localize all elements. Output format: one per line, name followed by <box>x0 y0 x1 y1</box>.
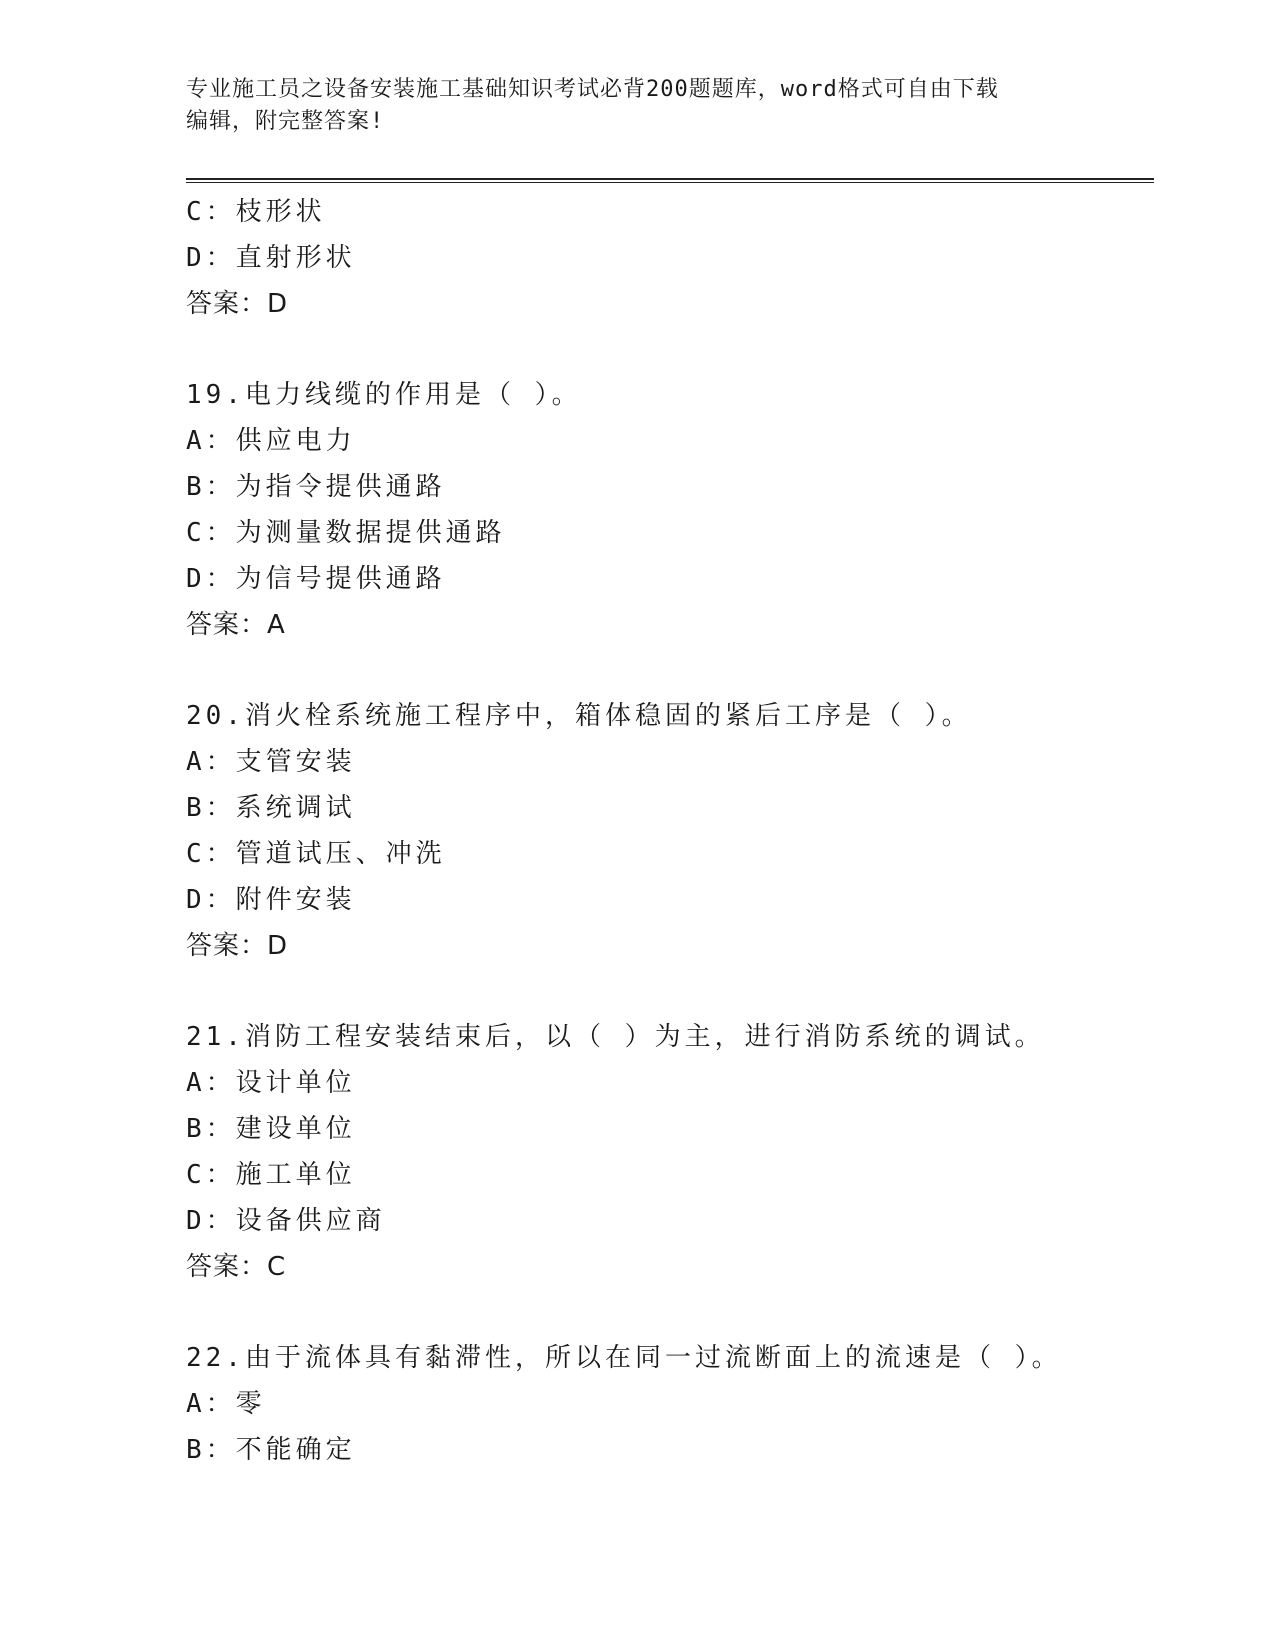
question-stem: 19.电力线缆的作用是（ ）。 <box>186 380 582 410</box>
answer-line: 答案：D <box>186 931 289 961</box>
option-a: A：设计单位 <box>186 1068 356 1098</box>
question-list <box>186 189 1154 1473</box>
document-title <box>186 74 1086 138</box>
option-b: B：建设单位 <box>186 1114 356 1144</box>
option-d: D：直射形状 <box>186 243 356 273</box>
option-c: C：管道试压、冲洗 <box>186 839 446 869</box>
option-a: A：支管安装 <box>186 747 356 777</box>
option-d: D：为信号提供通路 <box>186 564 446 594</box>
question-stem: 20.消火栓系统施工程序中，箱体稳固的紧后工序是（ ）。 <box>186 701 972 731</box>
option-b: B：为指令提供通路 <box>186 472 446 502</box>
option-c: C：枝形状 <box>186 197 326 227</box>
option-d: D：设备供应商 <box>186 1206 386 1236</box>
question-21 <box>186 1014 1154 1290</box>
title-line-2: 编辑，附完整答案! <box>186 109 385 134</box>
option-a: A：供应电力 <box>186 426 356 456</box>
answer-line: 答案：D <box>186 289 289 319</box>
question-18-continued <box>186 189 1154 327</box>
question-20 <box>186 693 1154 969</box>
question-stem: 21.消防工程安装结束后，以（ ）为主，进行消防系统的调试。 <box>186 1022 1045 1052</box>
option-a: A：零 <box>186 1389 266 1419</box>
question-19 <box>186 372 1154 648</box>
header-divider <box>186 178 1154 183</box>
option-d: D：附件安装 <box>186 885 356 915</box>
question-stem: 22.由于流体具有黏滞性，所以在同一过流断面上的流速是（ ）。 <box>186 1343 1062 1373</box>
title-line-1: 专业施工员之设备安装施工基础知识考试必背200题题库，word格式可自由下载 <box>186 77 999 102</box>
question-22 <box>186 1335 1154 1473</box>
option-c: C：为测量数据提供通路 <box>186 518 506 548</box>
option-b: B：系统调试 <box>186 793 356 823</box>
option-c: C：施工单位 <box>186 1160 356 1190</box>
answer-line: 答案：A <box>186 610 286 640</box>
answer-line: 答案：C <box>186 1252 287 1282</box>
option-b: B：不能确定 <box>186 1435 356 1465</box>
